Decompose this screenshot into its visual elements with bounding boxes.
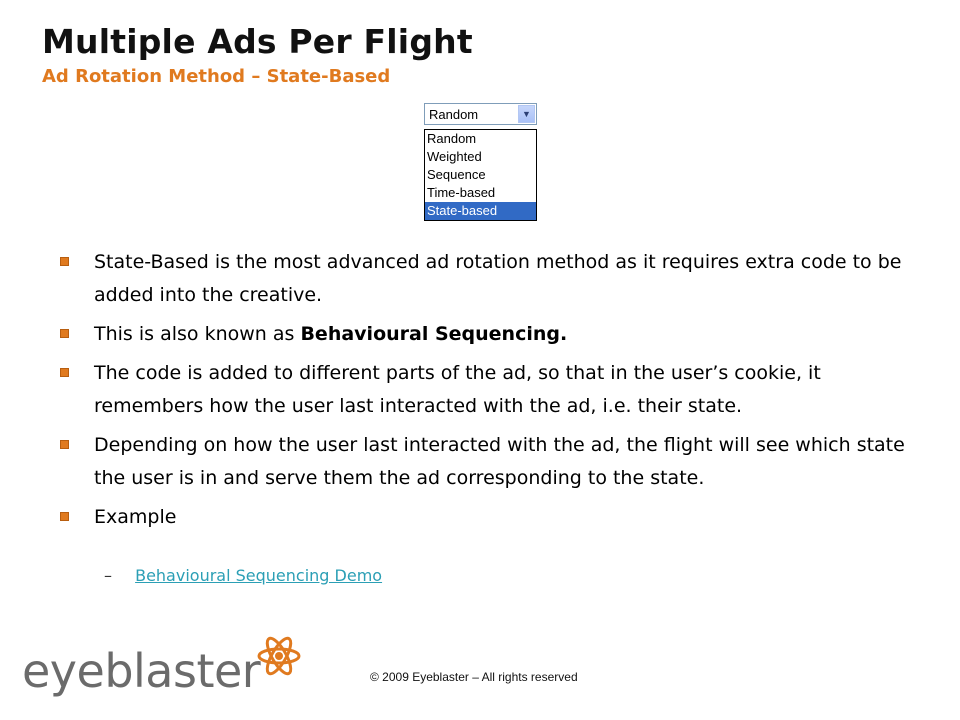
option-sequence[interactable]: Sequence	[427, 167, 486, 182]
square-bullet-icon	[60, 257, 69, 266]
bullet-text: This is also known as	[94, 323, 301, 345]
bullet-text: Depending on how the user last interacted with the ad, the flight will see which state the user is in and serve them the ad corresponding to the state.	[94, 434, 905, 489]
rotation-method-select[interactable]	[424, 103, 537, 125]
eyeblaster-logo	[22, 630, 302, 698]
demo-link[interactable]: Behavioural Sequencing Demo	[135, 566, 383, 585]
logo-wordmark: eyeblaster	[22, 644, 261, 698]
option-state-based[interactable]: State-based	[425, 202, 536, 220]
bullet-text: State-Based is the most advanced ad rotation method as it requires extra code to be added into the creative.	[94, 251, 902, 306]
square-bullet-icon	[60, 329, 69, 338]
option-random[interactable]: Random	[427, 131, 477, 146]
bullet-text: Example	[94, 506, 177, 528]
bullet-text: The code is added to different parts of the ad, so that in the user’s cookie, it remembers how the user last interacted with the ad, i.e. their state.	[94, 362, 821, 417]
selected-value: Random	[429, 106, 479, 122]
bullet-item	[58, 357, 918, 423]
square-bullet-icon	[60, 440, 69, 449]
option-time-based[interactable]: Time-based	[427, 185, 496, 200]
square-bullet-icon	[60, 512, 69, 521]
chevron-down-icon[interactable]: ▼	[518, 105, 535, 123]
bullet-item	[58, 246, 918, 312]
sub-bullet	[104, 566, 382, 585]
bullet-list	[58, 246, 918, 540]
sub-bullet-dash: –	[104, 566, 112, 585]
bullet-item	[58, 429, 918, 495]
atom-logo-icon	[256, 630, 302, 682]
dropdown-options-list	[424, 129, 537, 221]
option-weighted[interactable]: Weighted	[427, 149, 482, 164]
slide-title: Multiple Ads Per Flight	[42, 22, 473, 61]
bullet-item	[58, 318, 918, 351]
copyright-text: © 2009 Eyeblaster – All rights reserved	[370, 670, 578, 684]
square-bullet-icon	[60, 368, 69, 377]
rotation-method-dropdown[interactable]	[424, 103, 537, 221]
slide-subtitle: Ad Rotation Method – State-Based	[42, 66, 391, 87]
bullet-bold-text: Behavioural Sequencing.	[300, 323, 568, 345]
bullet-item	[58, 501, 918, 534]
